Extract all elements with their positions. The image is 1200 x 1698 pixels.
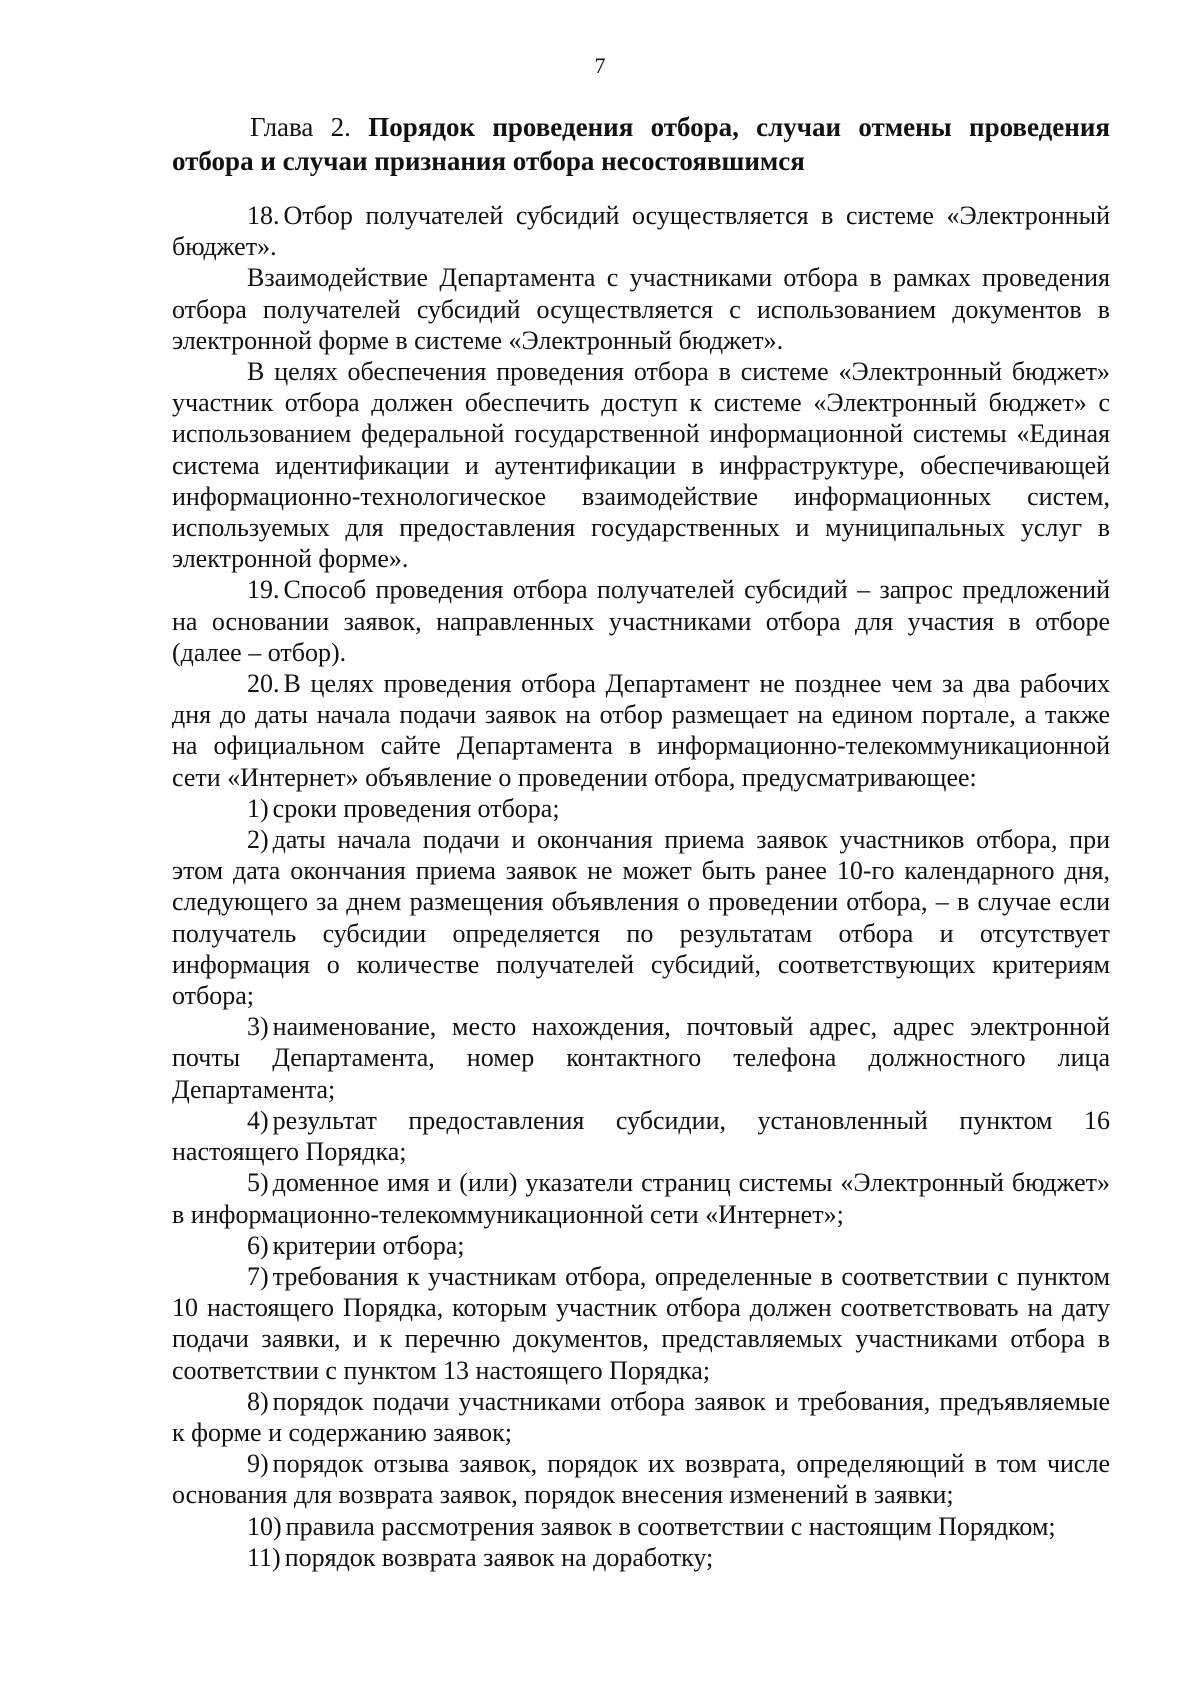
paragraph-18-interaction bbox=[172, 262, 1110, 356]
list-item-3 bbox=[172, 1011, 1110, 1105]
list-item-11 bbox=[172, 1542, 1110, 1573]
list-item-1 bbox=[172, 793, 1110, 824]
chapter-heading bbox=[172, 110, 1110, 178]
list-item-5 bbox=[172, 1167, 1110, 1229]
list-item-text: наименование, место нахождения, почтовый адрес, адрес электронной почты Департамента, номер контактного телефона должностного лица Департамента; bbox=[172, 1012, 1110, 1104]
list-item-text: критерии отбора; bbox=[272, 1230, 465, 1260]
paragraph-18-access bbox=[172, 356, 1110, 574]
list-item-8 bbox=[172, 1386, 1110, 1448]
paragraph-text: Способ проведения отбора получателей субсидий – запрос предложений на основании заявок, направленных участниками отбора для участия в отборе (далее – отбор). bbox=[172, 575, 1110, 667]
paragraph-number: 19. bbox=[247, 575, 280, 605]
list-item-6 bbox=[172, 1230, 1110, 1261]
chapter-title: Порядок проведения отбора, случаи отмены проведения отбора и случаи признания отбора несостоявшимся bbox=[172, 112, 1111, 176]
list-item-10 bbox=[172, 1511, 1110, 1542]
list-item-4 bbox=[172, 1105, 1110, 1167]
list-item-9 bbox=[172, 1448, 1110, 1510]
list-item-2 bbox=[172, 824, 1110, 1011]
list-item-number: 10) bbox=[247, 1511, 282, 1541]
list-item-number: 4) bbox=[247, 1105, 269, 1135]
list-item-text: результат предоставления субсидии, установленный пунктом 16 настоящего Порядка; bbox=[172, 1105, 1110, 1167]
list-item-text: доменное имя и (или) указатели страниц системы «Электронный бюджет» в информационно-телекоммуникационной сети «Интернет»; bbox=[172, 1168, 1110, 1229]
list-item-number: 3) bbox=[247, 1012, 269, 1042]
paragraph-text: В целях обеспечения проведения отбора в системе «Электронный бюджет» участник отбора должен обеспечить доступ к системе «Электронный бюджет» с использованием федеральной государственной информационной системы «Единая система идентификации и аутентификации в инфраструктуре, обеспечивающей информационно-технологическое взаимодействие информационных систем, используемых для предоставления государственных и муниципальных услуг в электронной форме». bbox=[172, 357, 1110, 574]
paragraph-text: Отбор получателей субсидий осуществляется в системе «Электронный бюджет». bbox=[172, 201, 1110, 262]
paragraph-number: 18. bbox=[247, 201, 280, 230]
list-item-number: 9) bbox=[247, 1449, 269, 1479]
list-item-number: 1) bbox=[247, 793, 269, 823]
list-item-text: порядок возврата заявок на доработку; bbox=[284, 1542, 714, 1572]
list-item-text: порядок отзыва заявок, порядок их возврата, определяющий в том числе основания для возврата заявок, порядок внесения изменений в заявки; bbox=[172, 1449, 1110, 1510]
list-item-text: сроки проведения отбора; bbox=[272, 793, 560, 823]
list-item-number: 2) bbox=[247, 825, 269, 855]
list-item-number: 5) bbox=[247, 1168, 269, 1198]
paragraph-text: В целях проведения отбора Департамент не позднее чем за два рабочих дня до даты начала подачи заявок на отбор размещает на едином портале, а также на официальном сайте Департамента в информационно-телекоммуникационной сети «Интернет» объявление о проведении отбора, предусматривающее: bbox=[172, 669, 1110, 792]
list-item-text: порядок подачи участниками отбора заявок и требования, предъявляемые к форме и содержанию заявок; bbox=[172, 1386, 1110, 1447]
paragraph-text: Взаимодействие Департамента с участниками отбора в рамках проведения отбора получателей субсидий осуществляется с использованием документов в электронной форме в системе «Электронный бюджет». bbox=[172, 263, 1110, 355]
list-item-text: даты начала подачи и окончания приема заявок участников отбора, при этом дата окончания приема заявок не может быть ранее 10-го календарного дня, следующего за днем размещения объявления о проведении отбора, – в случае если получатель субсидии определяется по результатам отбора и отсутствует информация о количестве получателей субсидий, соответствующих критериям отбора; bbox=[172, 825, 1110, 1011]
list-item-number: 11) bbox=[247, 1542, 281, 1572]
page-number: 7 bbox=[594, 53, 606, 78]
list-item-number: 6) bbox=[247, 1230, 269, 1260]
paragraph-19 bbox=[172, 574, 1110, 668]
paragraph-18 bbox=[172, 200, 1110, 262]
document-body bbox=[172, 200, 1110, 1573]
list-item-text: требования к участникам отбора, определенные в соответствии с пунктом 10 настоящего Порядка, которым участник отбора должен соответствовать на дату подачи заявки, и к перечню документов, представляемых участниками отбора в соответствии с пунктом 13 настоящего Порядка; bbox=[172, 1261, 1110, 1385]
list-item-number: 8) bbox=[247, 1386, 269, 1416]
paragraph-20 bbox=[172, 668, 1110, 793]
list-item-7 bbox=[172, 1261, 1110, 1386]
paragraph-number: 20. bbox=[247, 669, 280, 699]
chapter-prefix: Глава 2. bbox=[250, 112, 351, 142]
list-item-text: правила рассмотрения заявок в соответствии с настоящим Порядком; bbox=[285, 1511, 1056, 1541]
list-item-number: 7) bbox=[247, 1261, 269, 1291]
